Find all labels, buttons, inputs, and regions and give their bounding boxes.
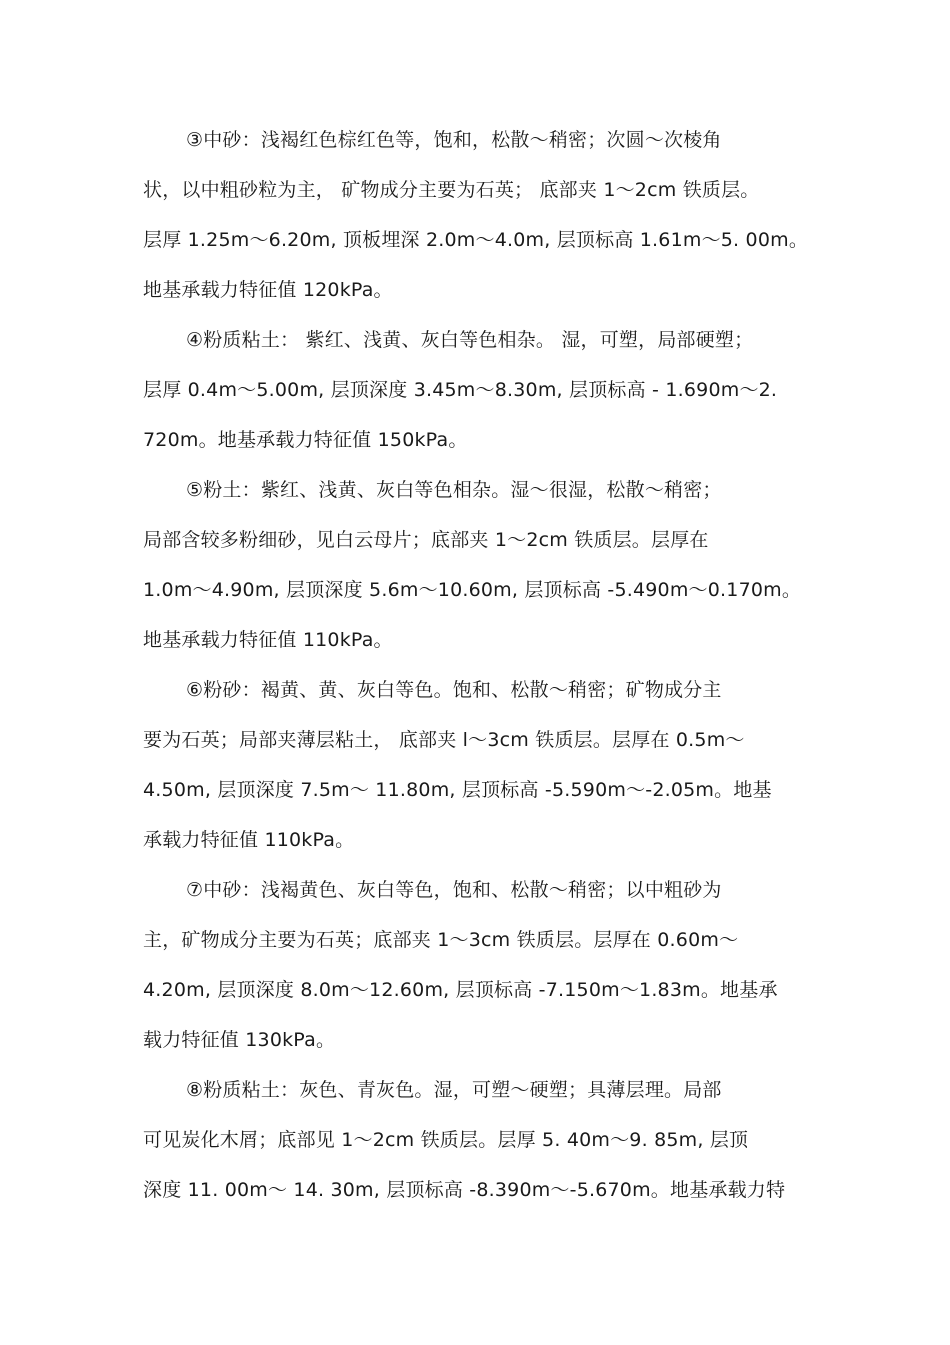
text-line: 可见炭化木屑；底部见 1～2cm 铁质层。层厚 5. 40m～9. 85m, 层顶 <box>143 1129 749 1151</box>
text-line: 地基承载力特征值 110kPa。 <box>143 629 393 651</box>
text-line: 层厚 1.25m～6.20m, 顶板埋深 2.0m～4.0m, 层顶标高 1.61m～5. 00m。 <box>143 229 809 251</box>
text-line: ③中砂：浅褐红色棕红色等，饱和，松散～稍密；次圆～次棱角 <box>186 129 722 151</box>
text-line: ⑥粉砂：褐黄、黄、灰白等色。饱和、松散～稍密；矿物成分主 <box>186 679 722 701</box>
text-line: 载力特征值 130kPa。 <box>143 1029 336 1051</box>
text-line: ⑧粉质粘土：灰色、青灰色。湿，可塑～硬塑；具薄层理。局部 <box>186 1079 722 1101</box>
text-line: 720m。地基承载力特征值 150kPa。 <box>143 429 468 451</box>
text-line: 状，以中粗砂粒为主， 矿物成分主要为石英； 底部夹 1～2cm 铁质层。 <box>143 179 760 201</box>
text-line: 要为石英；局部夹薄层粘土， 底部夹 l～3cm 铁质层。层厚在 0.5m～ <box>143 729 745 751</box>
text-line: 层厚 0.4m～5.00m, 层顶深度 3.45m～8.30m, 层顶标高 - 1.690m～2. <box>143 379 778 401</box>
text-line: 4.20m, 层顶深度 8.0m～12.60m, 层顶标高 -7.150m～1.83m。地基承 <box>143 979 778 1001</box>
text-line: ④粉质粘土： 紫红、浅黄、灰白等色相杂。 湿，可塑，局部硬塑； <box>186 329 754 351</box>
text-line: 深度 11. 00m～ 14. 30m, 层顶标高 -8.390m～-5.670m。地基承载力特 <box>143 1179 786 1201</box>
text-line: 4.50m, 层顶深度 7.5m～ 11.80m, 层顶标高 -5.590m～-2.05m。地基 <box>143 779 772 801</box>
text-line: ⑦中砂：浅褐黄色、灰白等色，饱和、松散～稍密；以中粗砂为 <box>186 879 722 901</box>
text-line: 主，矿物成分主要为石英；底部夹 1～3cm 铁质层。层厚在 0.60m～ <box>143 929 739 951</box>
text-line: 局部含较多粉细砂，见白云母片；底部夹 1～2cm 铁质层。层厚在 <box>143 529 709 551</box>
text-line: ⑤粉土：紫红、浅黄、灰白等色相杂。湿～很湿，松散～稍密； <box>186 479 722 501</box>
text-line: 地基承载力特征值 120kPa。 <box>143 279 393 301</box>
text-line: 1.0m～4.90m, 层顶深度 5.6m～10.60m, 层顶标高 -5.490m～0.170m。 <box>143 579 802 601</box>
text-line: 承载力特征值 110kPa。 <box>143 829 355 851</box>
